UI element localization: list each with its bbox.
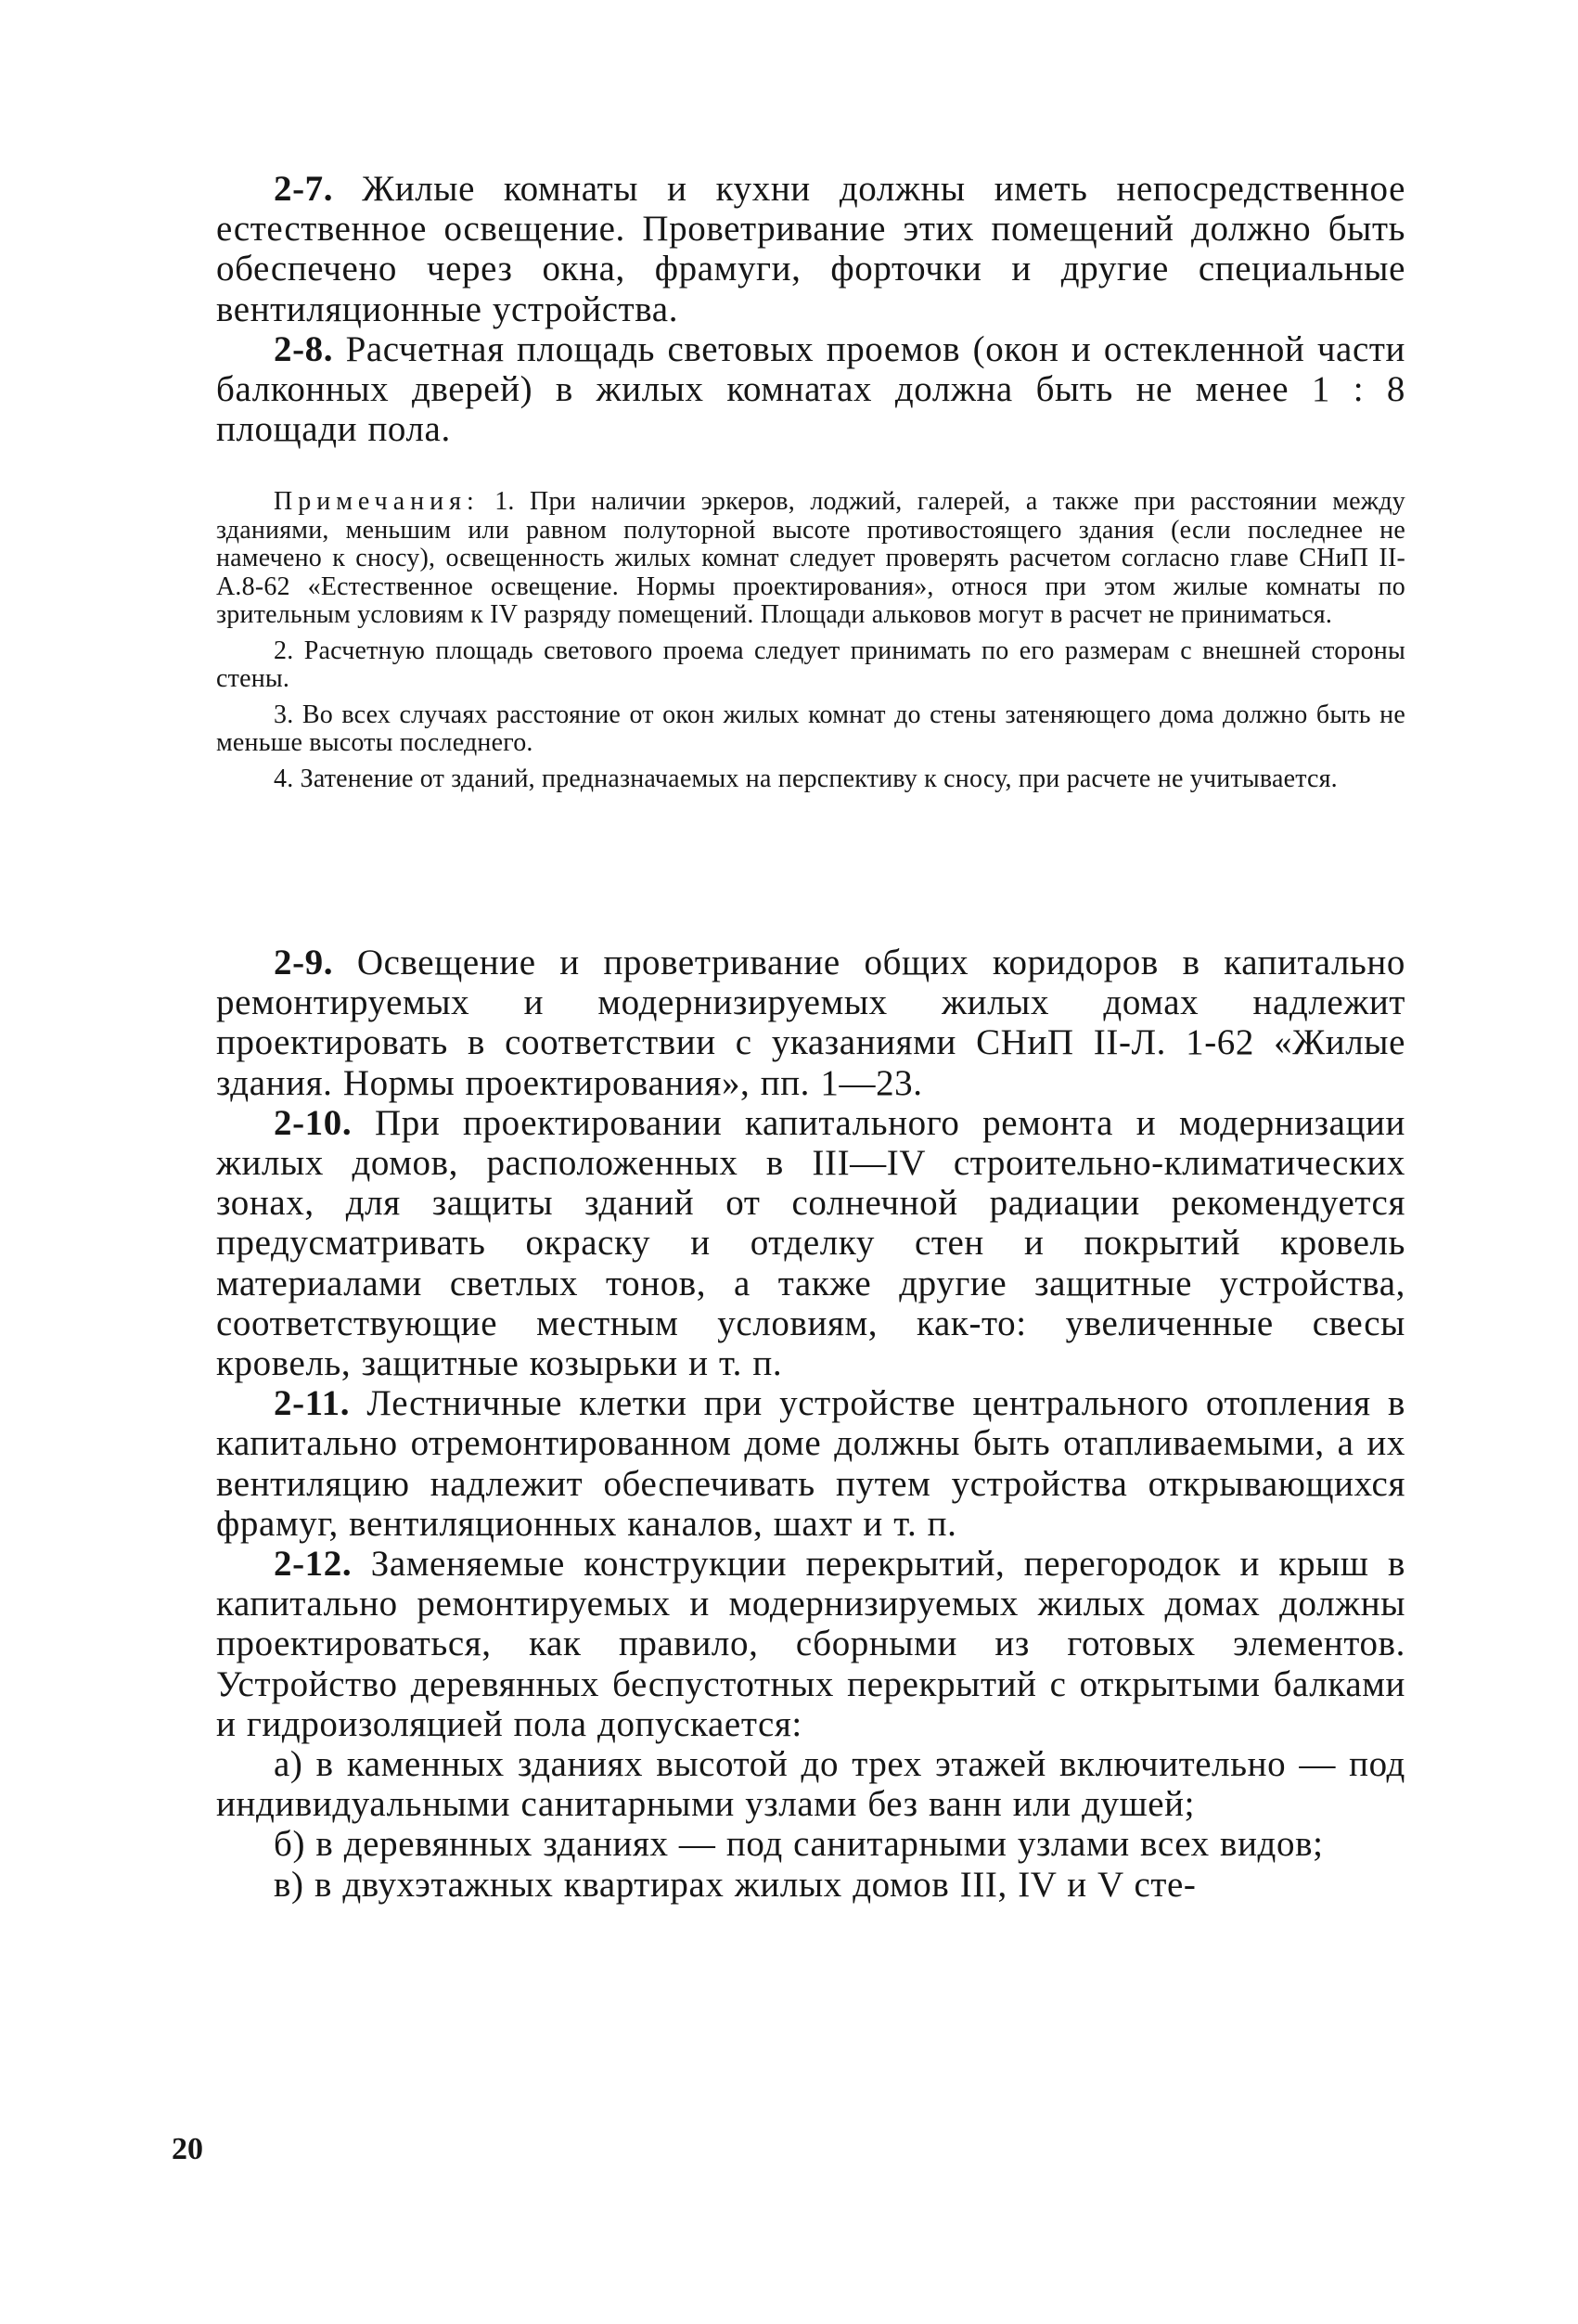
clause-number: 2-7. bbox=[274, 169, 334, 209]
paragraph-2-7 bbox=[216, 169, 1405, 329]
clause-number: 2-9. bbox=[274, 943, 334, 982]
clause-number: 2-10. bbox=[274, 1102, 353, 1143]
note-1 bbox=[216, 488, 1405, 630]
bottom-paragraphs bbox=[216, 943, 1405, 1905]
top-paragraphs bbox=[216, 169, 1405, 449]
note-3: 3. Во всех случаях расстояние от окон жилых комнат до стены затеняющего дома должно быть не меньше высоты последнего. bbox=[216, 700, 1405, 757]
paragraph-2-11 bbox=[216, 1383, 1405, 1544]
page-number: 20 bbox=[172, 2132, 203, 2166]
paragraph-2-8 bbox=[216, 329, 1405, 450]
note-4: 4. Затенение от зданий, предназначаемых на перспективу к сносу, при расчете не учитывается. bbox=[274, 764, 1338, 793]
clause-text: Заменяемые конструкции перекрытий, перегородок и крыш в капитально ремонтируемых и модернизируемых жилых домах должны проектироваться, как правило, сборными из готовых элементов. Устройство деревянных беспустотных перекрытий с открытыми балками и гидроизоляцией пола допускается: bbox=[216, 1544, 1405, 1744]
list-item-a: а) в каменных зданиях высотой до трех этажей включительно — под индивидуальными санитарными узлами без ванн или душей; bbox=[216, 1744, 1405, 1825]
notes-heading: Примечания: bbox=[274, 487, 480, 516]
clause-text: При проектировании капитального ремонта и модернизации жилых домов, расположенных в III—IV строительно-климатических зонах, для защиты зданий от солнечной радиации рекомендуется предусматривать окраску и отделку стен и покрытий кровель материалами светлых тонов, а также другие защитные устройства, соответствующие местным условиям, как-то: увеличенные свесы кровель, защитные козырьки и т. п. bbox=[216, 1102, 1405, 1384]
list-item-v: в) в двухэтажных квартирах жилых домов III, IV и V сте- bbox=[274, 1864, 1197, 1905]
clause-number: 2-8. bbox=[274, 328, 334, 369]
notes-block bbox=[216, 488, 1405, 793]
note-text: 1. При наличии эркеров, лоджий, галерей, а также при расстоянии между зданиями, меньшим или равном полуторной высоте противостоящего здания (если последнее не намечено к сносу), освещенность жилых комнат следует проверять расчетом согласно главе СНиП II-А.8-62 «Естественное освещение. Нормы проектирования», относя при этом жилые комнаты по зрительным условиям к IV разряду помещений. Площади альковов могут в расчет не приниматься. bbox=[216, 487, 1405, 629]
paragraph-2-10 bbox=[216, 1103, 1405, 1383]
clause-text: Расчетная площадь световых проемов (окон и остекленной части балконных дверей) в жилых комнатах должна быть не менее 1 : 8 площади пола. bbox=[216, 328, 1405, 450]
paragraph-2-9 bbox=[216, 943, 1405, 1103]
clause-text: Жилые комнаты и кухни должны иметь непосредственное естественное освещение. Проветривание этих помещений должно быть обеспечено через окна, фрамуги, форточки и другие специальные вентиляционные устройства. bbox=[216, 169, 1405, 329]
list-item-b: б) в деревянных зданиях — под санитарными узлами всех видов; bbox=[274, 1824, 1324, 1865]
clause-number: 2-11. bbox=[274, 1383, 351, 1424]
clause-text: Лестничные клетки при устройстве центрального отопления в капитально отремонтированном доме должны быть отапливаемыми, а их вентиляцию надлежит обеспечивать путем устройства открывающихся фрамуг, вентиляционных каналов, шахт и т. п. bbox=[216, 1383, 1405, 1544]
note-2: 2. Расчетную площадь светового проема следует принимать по его размерам с внешней стороны стены. bbox=[216, 636, 1405, 693]
paragraph-2-12 bbox=[216, 1544, 1405, 1744]
clause-text: Освещение и проветривание общих коридоров в капитально ремонтируемых и модернизируемых жилых домах надлежит проектировать в соответствии с указаниями СНиП II-Л. 1-62 «Жилые здания. Нормы проектирования», пп. 1—23. bbox=[216, 943, 1405, 1103]
clause-number: 2-12. bbox=[274, 1544, 353, 1585]
